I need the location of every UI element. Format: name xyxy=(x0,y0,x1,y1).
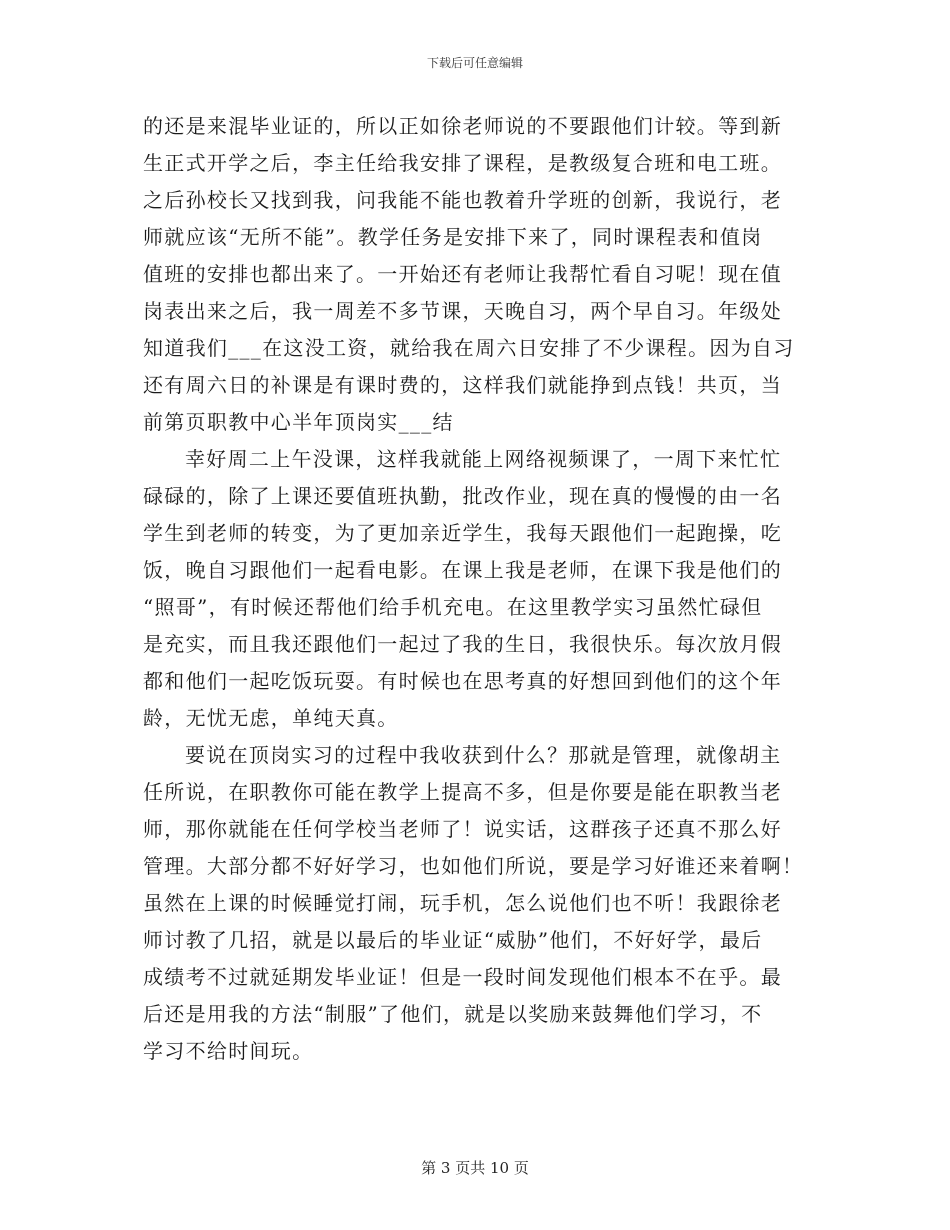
text-line: 任所说，在职教你可能在教学上提高不多，但是你要是能在职教当老 xyxy=(143,780,782,804)
paragraph-2 xyxy=(143,441,807,737)
text-line: 饭，晚自习跟他们一起看电影。在课上我是老师，在课下我是他们的 xyxy=(143,558,782,582)
text-line: 后还是用我的方法“制服”了他们，就是以奖励来鼓舞他们学习，不 xyxy=(143,1002,763,1026)
text-line: 生正式开学之后，李主任给我安排了课程，是教级复合班和电工班。 xyxy=(143,151,782,175)
text-line: 都和他们一起吃饭玩耍。有时候也在思考真的好想回到他们的这个年 xyxy=(143,669,782,693)
text-line: 前第页职教中心半年顶岗实___结 xyxy=(143,410,454,434)
page-number: 第 3 页共 10 页 xyxy=(421,1159,529,1177)
text-line: 师，那你就能在任何学校当老师了！说实话，这群孩子还真不那么好 xyxy=(143,817,782,841)
text-line: 师就应该“无所不能”。教学任务是安排下来了，同时课程表和值岗 xyxy=(143,225,763,249)
text-line: 虽然在上课的时候睡觉打闹，玩手机，怎么说他们也不听！我跟徐老 xyxy=(143,891,782,915)
text-line: 值班的安排也都出来了。一开始还有老师让我帮忙看自习呢！现在值 xyxy=(143,262,782,286)
text-line: 的还是来混毕业证的，所以正如徐老师说的不要跟他们计较。等到新 xyxy=(143,114,782,138)
text-line: 岗表出来之后，我一周差不多节课，天晚自习，两个早自习。年级处 xyxy=(143,299,782,323)
text-line: “照哥”，有时候还帮他们给手机充电。在这里教学实习虽然忙碌但 xyxy=(143,595,763,619)
text-line: 碌碌的，除了上课还要值班执勤，批改作业，现在真的慢慢的由一名 xyxy=(143,484,782,508)
text-line: 幸好周二上午没课，这样我就能上网络视频课了，一周下来忙忙 xyxy=(185,447,782,471)
text-line: 成绩考不过就延期发毕业证！但是一段时间发现他们根本不在乎。最 xyxy=(143,965,782,989)
paragraph-3 xyxy=(143,737,807,1070)
text-line: 要说在顶岗实习的过程中我收获到什么？那就是管理，就像胡主 xyxy=(185,743,782,767)
page-header: 下载后可任意编辑 xyxy=(426,56,523,70)
text-line: 之后孙校长又找到我，问我能不能也教着升学班的创新，我说行，老 xyxy=(143,188,782,212)
text-line: 师讨教了几招，就是以最后的毕业证“威胁”他们，不好好学，最后 xyxy=(143,928,763,952)
paragraph-1 xyxy=(143,108,807,441)
text-line: 还有周六日的补课是有课时费的，这样我们就能挣到点钱！共页，当 xyxy=(143,373,782,397)
text-line: 学生到老师的转变，为了更加亲近学生，我每天跟他们一起跑操，吃 xyxy=(143,521,782,545)
text-line: 龄，无忧无虑，单纯天真。 xyxy=(143,706,399,730)
document-body xyxy=(143,108,807,1070)
text-line: 学习不给时间玩。 xyxy=(143,1039,314,1063)
text-line: 是充实，而且我还跟他们一起过了我的生日，我很快乐。每次放月假 xyxy=(143,632,782,656)
text-line: 知道我们___在这没工资，就给我在周六日安排了不少课程。因为自习 xyxy=(143,336,795,360)
text-line: 管理。大部分都不好好学习，也如他们所说，要是学习好谁还来着啊！ xyxy=(143,854,804,878)
